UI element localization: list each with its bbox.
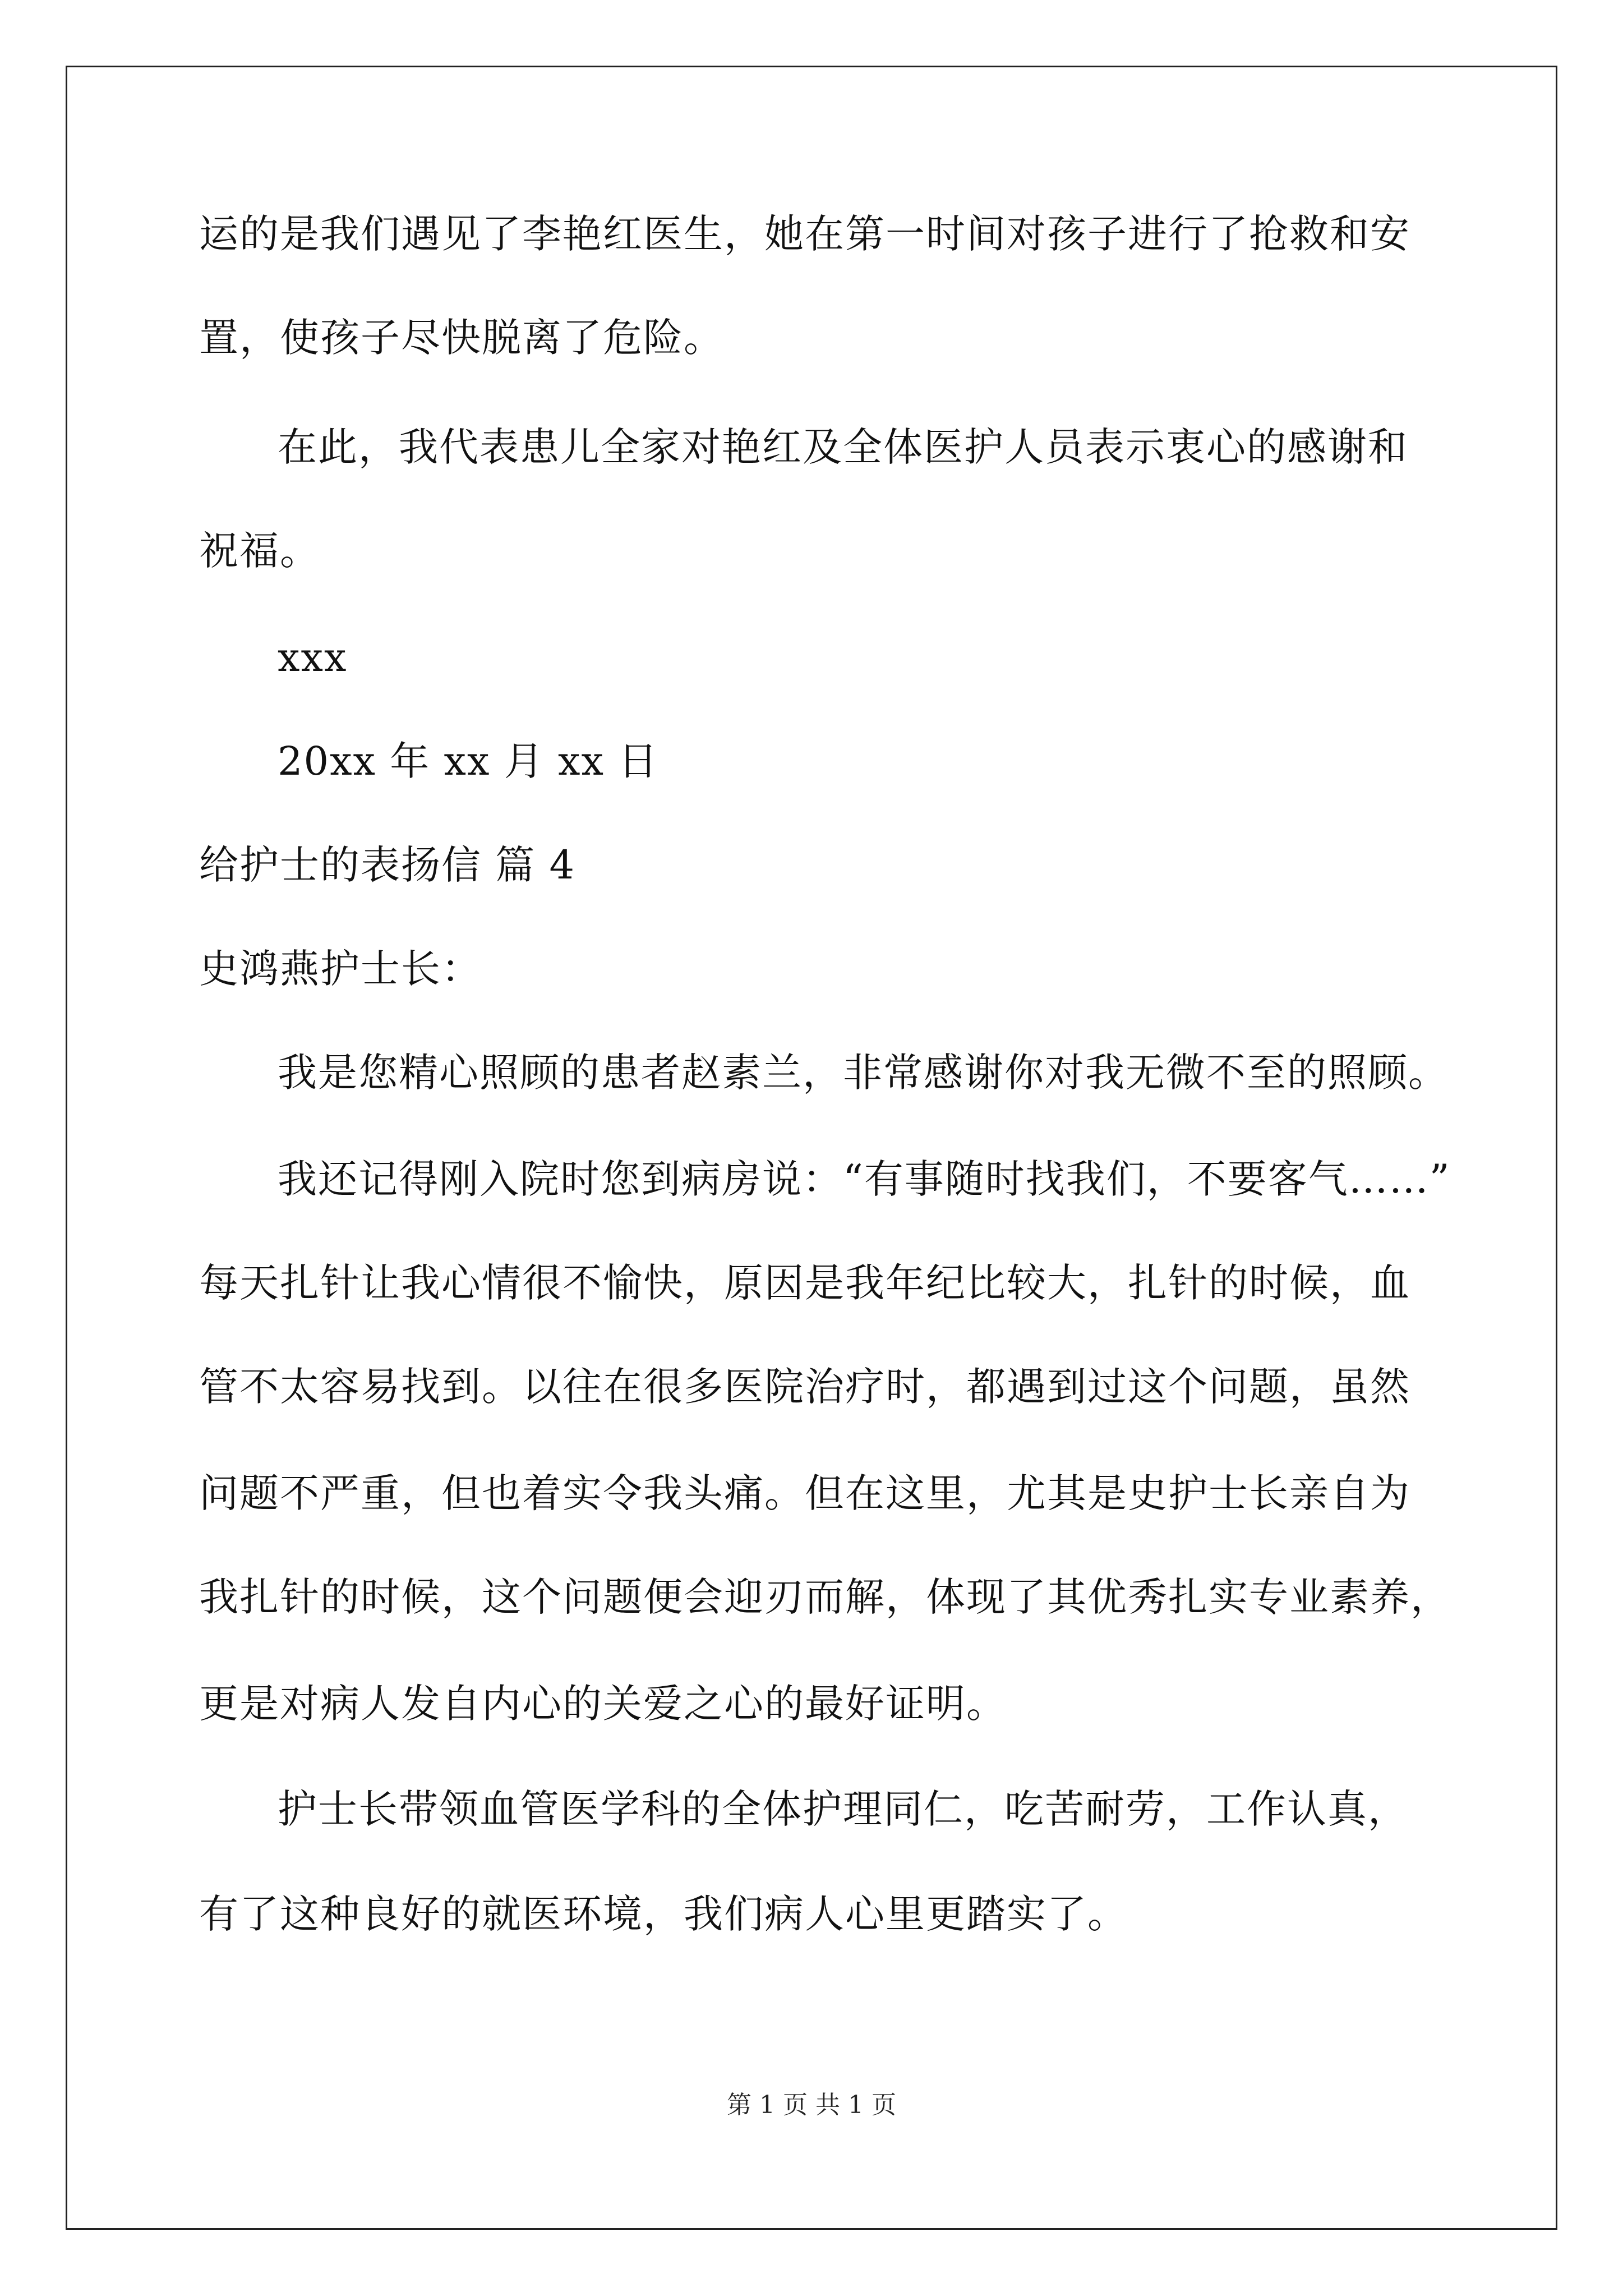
text-line: 问题不严重，但也着实令我头痛。但在这里，尤其是史护士长亲自为 — [199, 1470, 1410, 1516]
text-line: 护士长带领血管医学科的全体护理同仁，吃苦耐劳，工作认真， — [278, 1786, 1408, 1832]
text-line: 我是您精心照顾的患者赵素兰，非常感谢你对我无微不至的照顾。 — [278, 1050, 1449, 1096]
page-number: 第 1 页 共 1 页 — [727, 2091, 896, 2119]
text-line: 在此，我代表患儿全家对艳红及全体医护人员表示衷心的感谢和 — [278, 424, 1408, 470]
text-line: 管不太容易找到。以往在很多医院治疗时，都遇到过这个问题，虽然 — [199, 1364, 1410, 1410]
signature-name: xxx — [278, 634, 348, 680]
text-line: 我还记得刚入院时您到病房说：“有事随时找我们，不要客气……” — [278, 1156, 1451, 1202]
text-line: 运的是我们遇见了李艳红医生，她在第一时间对孩子进行了抢救和安 — [199, 211, 1410, 257]
text-line: 有了这种良好的就医环境，我们病人心里更踏实了。 — [199, 1891, 1128, 1937]
text-line: 置，使孩子尽快脱离了危险。 — [199, 315, 724, 361]
text-line: 更是对病人发自内心的关爱之心的最好证明。 — [199, 1681, 1007, 1727]
salutation: 史鸿燕护士长： — [199, 946, 482, 992]
text-line: 祝福。 — [199, 528, 320, 574]
section-heading: 给护士的表扬信 篇 4 — [199, 842, 576, 888]
text-line: 我扎针的时候，这个问题便会迎刃而解，体现了其优秀扎实专业素养， — [199, 1574, 1451, 1620]
text-line: 每天扎针让我心情很不愉快，原因是我年纪比较大，扎针的时候，血 — [199, 1260, 1410, 1306]
signature-date: 20xx 年 xx 月 xx 日 — [278, 738, 659, 784]
